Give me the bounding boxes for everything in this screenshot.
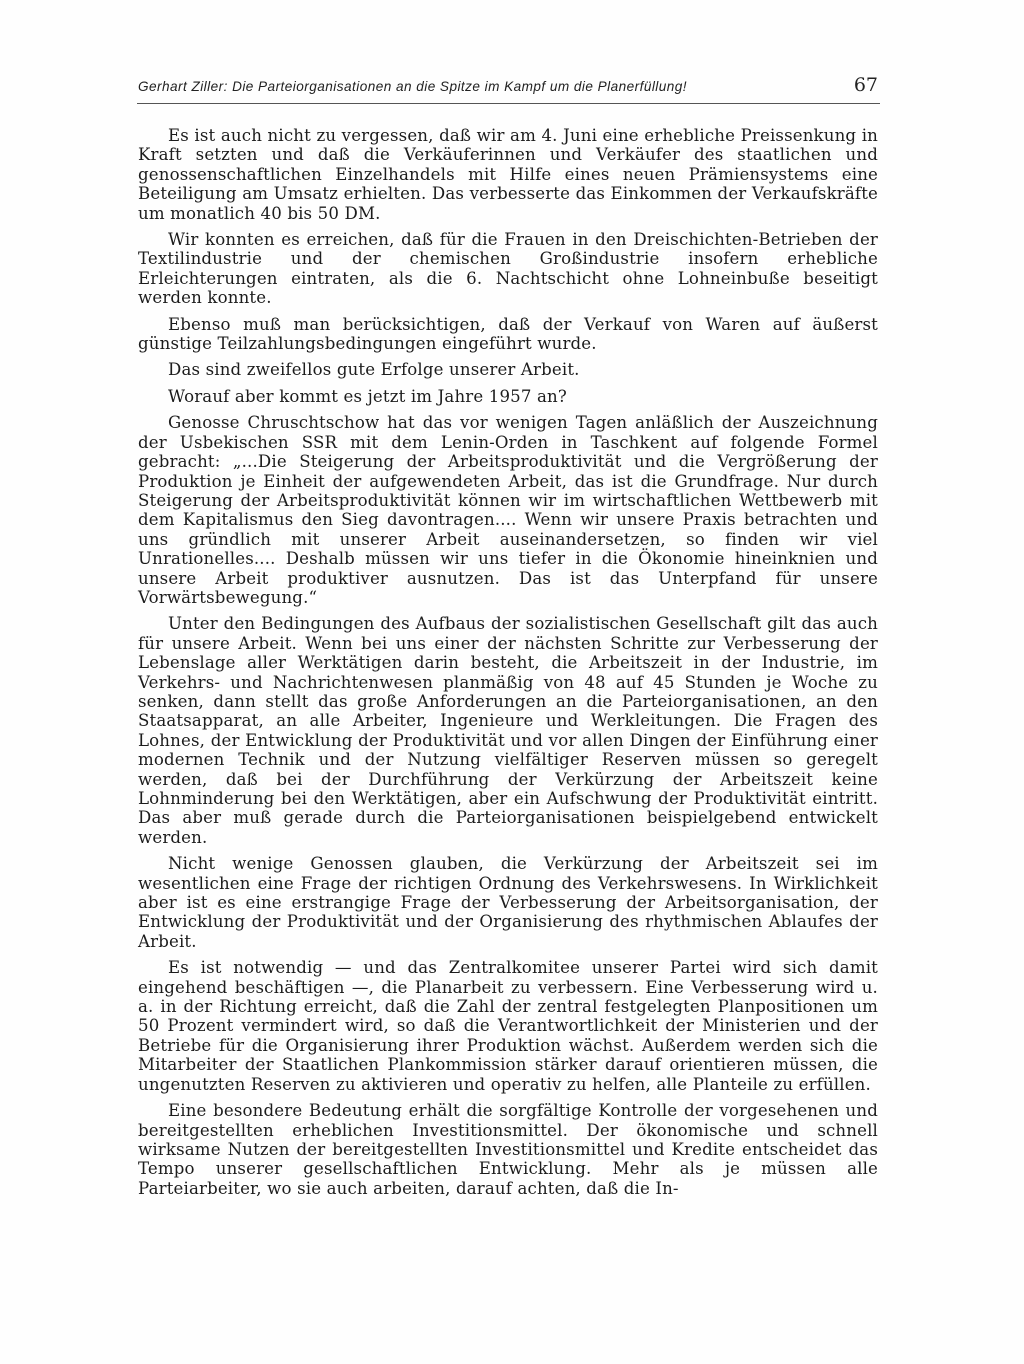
paragraph-5: Worauf aber kommt es jetzt im Jahre 1957 an? (168, 386, 567, 406)
paragraph-8: Nicht wenige Genossen glauben, die Verkürzung der Arbeitszeit sei im wesentlichen eine Frage der richtigen Ordnung des Verkehrswesens. In Wirklichkeit aber ist es eine erstrangige Frage der Verbesserung der Arbeitsorganisation, der Entwicklung der Produktivität und der Organisierung des rhythmischen Ablaufes der Arbeit. (138, 854, 878, 951)
header-rule (137, 103, 880, 104)
paragraph-9: Es ist notwendig — und das Zentralkomitee unserer Partei wird sich damit eingehend beschäftigen —, die Planarbeit zu verbessern. Eine Verbesserung wird u. a. in der Richtung erreicht, daß die Zahl der zentral festgelegten Planpositionen um 50 Prozent vermindert wird, so daß die Verantwortlichkeit der Ministerien und der Betriebe für die Organisierung ihrer Produktion wächst. Außerdem werden sich die Mitarbeiter der Staatlichen Plankommission stärker darauf orientieren müssen, die ungenutzten Reserven zu aktivieren und operativ zu helfen, alle Planteile zu erfüllen. (138, 958, 878, 1094)
page-number: 67 (853, 74, 878, 96)
paragraph-6: Genosse Chruschtschow hat das vor wenigen Tagen anläßlich der Auszeichnung der Usbekischen SSR mit dem Lenin-Orden in Taschkent auf folgende Formel gebracht: „...Die Steigerung der Arbeitsproduktivität und die Vergrößerung der Produktion je Einheit der aufgewendeten Arbeit, das ist die Grundfrage. Nur durch Steigerung der Arbeitsproduktivität können wir im wirtschaftlichen Wettbewerb mit dem Kapitalismus den Sieg davontragen.... Wenn wir unsere Praxis betrachten und uns gründlich mit unserer Arbeit auseinandersetzen, so finden wir viel Unrationelles.... Deshalb müssen wir uns tiefer in die Ökonomie hineinknien und unsere Arbeit produktiver ausnutzen. Das ist das Unterpfand für unsere Vorwärtsbewegung.“ (138, 413, 878, 607)
paragraph-2: Wir konnten es erreichen, daß für die Frauen in den Dreischichten-Betrieben der Textilindustrie und der chemischen Großindustrie insofern erhebliche Erleichterungen eintraten, als die 6. Nachtschicht ohne Lohneinbuße beseitigt werden konnte. (138, 230, 878, 308)
paragraph-7: Unter den Bedingungen des Aufbaus der sozialistischen Gesellschaft gilt das auch für unsere Arbeit. Wenn bei uns einer der nächsten Schritte zur Verbesserung der Lebenslage aller Werktätigen darin besteht, die Arbeitszeit in der Industrie, im Verkehrs- und Nachrichtenwesen planmäßig von 48 auf 45 Stunden je Woche zu senken, dann stellt das große Anforderungen an die Parteiorganisationen, an den Staatsapparat, an alle Arbeiter, Ingenieure und Werkleitungen. Die Fragen des Lohnes, der Entwicklung der Produktivität und vor allen Dingen der Einführung einer modernen Technik und der Nutzung vielfältiger Reserven müssen so geregelt werden, daß bei der Durchführung der Verkürzung der Arbeitszeit keine Lohnminderung bei den Werktätigen, aber ein Aufschwung der Produktivität eintritt. Das aber muß gerade durch die Parteiorganisationen beispielgebend entwickelt werden. (138, 614, 878, 847)
running-header (138, 74, 878, 104)
body-text (138, 126, 878, 1198)
running-title: Gerhart Ziller: Die Parteiorganisationen an die Spitze im Kampf um die Planerfüllung! (138, 79, 688, 94)
paragraph-4: Das sind zweifellos gute Erfolge unserer Arbeit. (168, 360, 580, 380)
paragraph-1: Es ist auch nicht zu vergessen, daß wir am 4. Juni eine erhebliche Preissenkung in Kraft setzten und daß die Verkäuferinnen und Verkäufer des staatlichen und genossenschaftlichen Einzelhandels mit Hilfe eines neuen Prämiensystems eine Beteiligung am Umsatz erhielten. Das verbesserte das Einkommen der Verkaufskräfte um monatlich 40 bis 50 DM. (138, 126, 878, 223)
paragraph-3: Ebenso muß man berücksichtigen, daß der Verkauf von Waren auf äußerst günstige Teilzahlungsbedingungen eingeführt wurde. (138, 314, 878, 354)
paragraph-10: Eine besondere Bedeutung erhält die sorgfältige Kontrolle der vorgesehenen und bereitgestellten erheblichen Investitionsmittel. Der ökonomische und schnell wirksame Nutzen der bereitgestellten Investitionsmittel und Kredite entscheidet das Tempo unserer gesellschaftlichen Entwicklung. Mehr als je müssen alle Parteiarbeiter, wo sie auch arbeiten, darauf achten, daß die In- (138, 1101, 878, 1198)
